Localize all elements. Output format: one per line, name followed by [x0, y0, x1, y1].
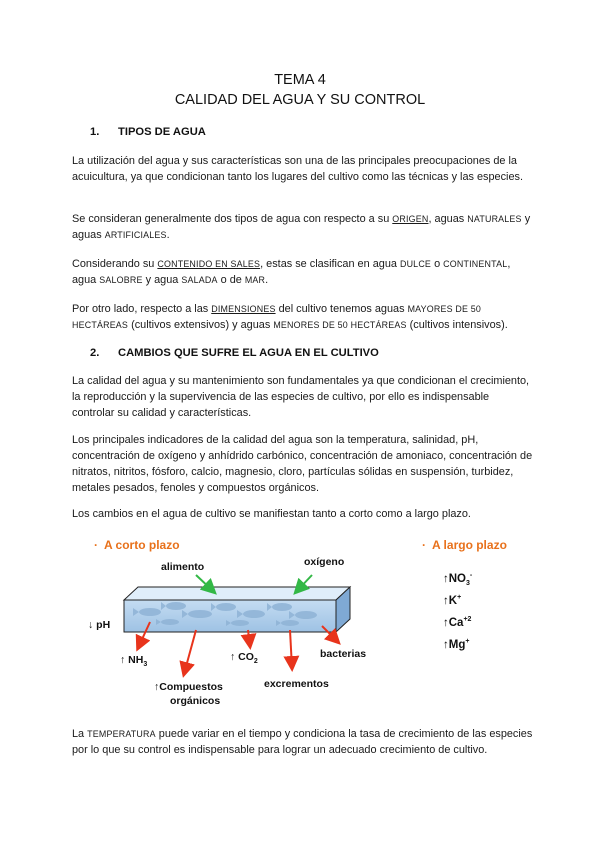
term-dimensiones: DIMENSIONES [211, 304, 276, 314]
label-nh3: ↑ $NH_3$ [120, 654, 148, 669]
section-1-number: 1. [90, 126, 100, 138]
term-temperatura: TEMPERATURA [87, 729, 156, 739]
s2-paragraph-1: La calidad del agua y su mantenimiento son fundamentales ya que condicionan el crecimiento, la reproducción y la supervivencia de las especies de cultivo, por ello es indispensable controlar su calidad y características. [72, 375, 530, 419]
label-organicos: orgánicos [170, 695, 221, 707]
label-ca: $↑Ca^{+2}$ [443, 616, 472, 629]
s1-paragraph-4: Por otro lado, respecto a las DIMENSIONES del cultivo tenemos aguas MAYORES DE 50 HECTÁREAS (cultivos extensivos) y aguas MENORES DE 50 HECTÁREAS (cultivos intensivos). [72, 303, 508, 331]
label-alimento: alimento [161, 561, 205, 573]
label-oxigeno: oxígeno [304, 556, 345, 568]
label-ph: ↓ pH [88, 619, 111, 631]
compuestos-output-arrow [184, 630, 196, 674]
section-2-title: CAMBIOS QUE SUFRE EL AGUA EN EL CULTIVO [118, 347, 379, 359]
s2-paragraph-2: Los principales indicadores de la calidad del agua son la temperatura, salinidad, pH, concentración de oxígeno y anhídrido carbónico, concentración de amoniaco, concentración de nitratos, nitritos, fósforo, calcio, magnesio, cloro, partículas sólidas en suspensión, turbidez, metales pesados, fenoles y compuestos orgánicos. [72, 434, 533, 494]
term-contenido-sales: CONTENIDO EN SALES [157, 259, 261, 269]
label-excrementos: excrementos [264, 678, 329, 690]
label-co2: ↑ $CO_2$ [230, 651, 258, 666]
term-origen: ORIGEN [392, 214, 429, 224]
label-bacterias: bacterias [320, 648, 367, 660]
doc-title: TEMA 4 [274, 72, 326, 88]
doc-subtitle: CALIDAD DEL AGUA Y SU CONTROL [174, 92, 426, 108]
label-k: ↑K+ [443, 594, 462, 607]
s1-paragraph-1: La utilización del agua y sus características son una de las principales preocupaciones de la acuicultura, ya que condicionan tanto los lugares del cultivo como las técnicas y las especies. [72, 155, 523, 183]
s1-paragraph-3: Considerando su CONTENIDO EN SALES, estas se clasifican en agua DULCE o CONTINENTAL, agua SALOBRE y agua SALADA o de MAR. [72, 258, 511, 286]
label-mg: ↑Mg+ [443, 638, 470, 651]
label-no3: $↑NO_3^-$ [443, 572, 473, 588]
section-1-title: TIPOS DE AGUA [118, 126, 206, 138]
label-compuestos: ↑Compuestos [154, 681, 223, 693]
excrementos-output-arrow [290, 630, 292, 668]
short-term-heading: · A corto plazo [94, 538, 180, 552]
long-term-heading: · A largo plazo [422, 538, 507, 552]
final-paragraph: La TEMPERATURA puede variar en el tiempo y condiciona la tasa de crecimiento de las especies por lo que su control es indispensable para lograr un adecuado crecimiento de cultivo. [72, 728, 533, 756]
s2-paragraph-3: Los cambios en el agua de cultivo se manifiestan tanto a corto como a largo plazo. [72, 508, 471, 520]
section-2-number: 2. [90, 347, 100, 359]
s1-paragraph-2: Se consideran generalmente dos tipos de agua con respecto a su ORIGEN, aguas NATURALES y aguas ARTIFICIALES. [72, 213, 531, 241]
